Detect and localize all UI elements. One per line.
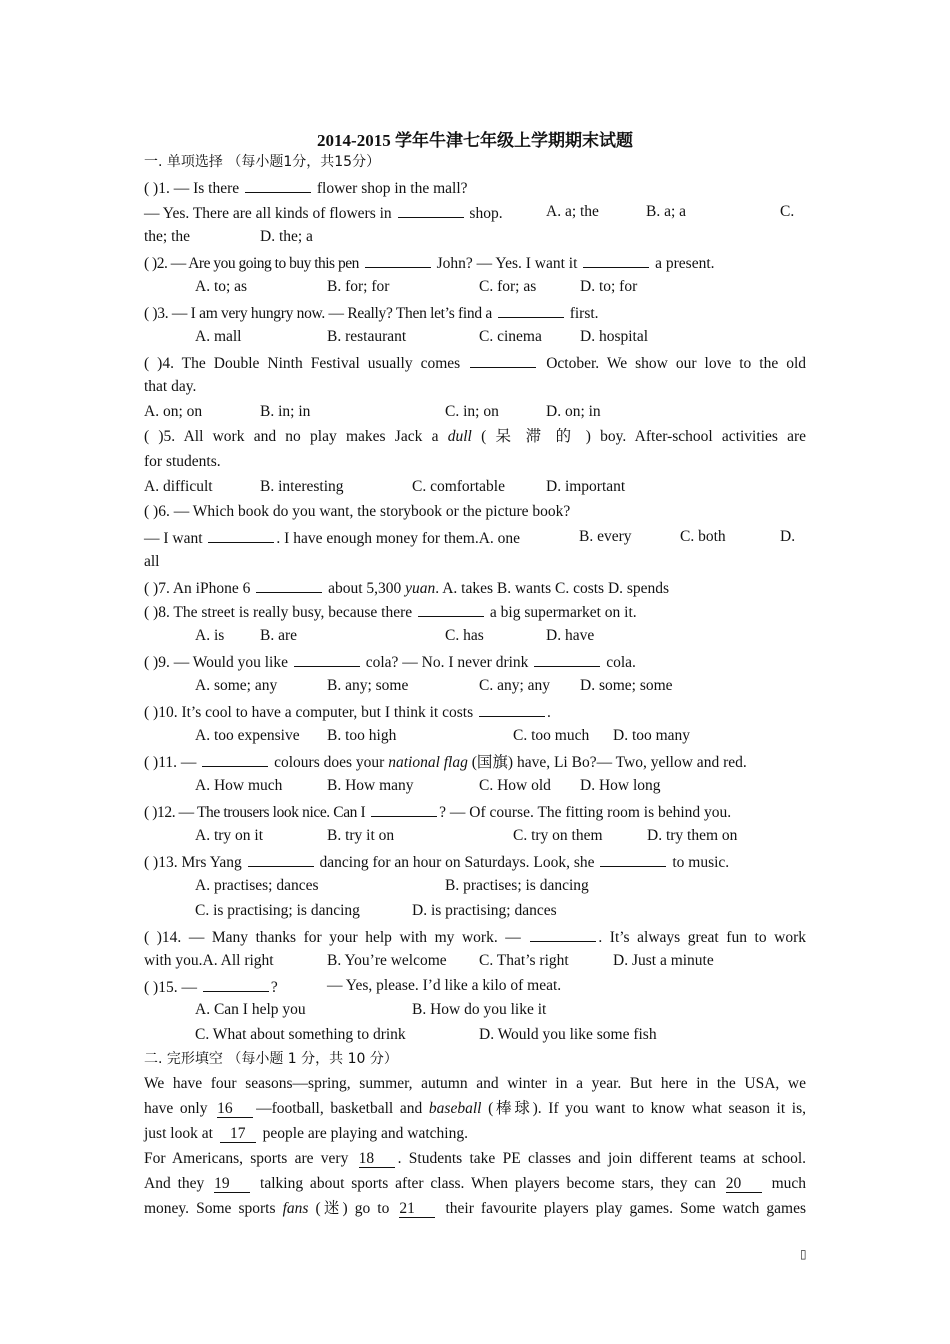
question-9: ( )9. — Would you like cola? — No. I never drink cola. (144, 651, 636, 673)
answer-blank (202, 751, 268, 767)
option: A. on; on (144, 403, 203, 420)
question-15-reply: — Yes, please. I’d like a kilo of meat. (327, 977, 562, 994)
option: C. try on them (513, 827, 603, 844)
question-4: ( )4. The Double Ninth Festival usually comes October. We show our love to the old (144, 352, 806, 374)
option: B. are (260, 627, 298, 644)
option: D. How long (580, 777, 661, 794)
option: A. How much (195, 777, 283, 794)
answer-blank (498, 302, 564, 318)
passage-line: money. Some sports fans (迷) go to 21 their favourite players play games. Some watch games (144, 1200, 807, 1217)
answer-blank (530, 926, 596, 942)
option: D. important (546, 478, 626, 495)
option: B. restaurant (327, 328, 407, 345)
question-11: ( )11. — colours does your national flag (国旗) have, Li Bo?— Two, yellow and red. (144, 751, 747, 773)
option: D. have (546, 627, 595, 644)
cloze-blank: 21 (399, 1200, 435, 1218)
answer-blank (294, 651, 360, 667)
option: C. is practising; is dancing (195, 902, 360, 919)
passage-line: have only 16 —football, basketball and baseball (棒球). If you want to know what season it is, (144, 1100, 807, 1117)
option: C. for; as (479, 278, 537, 295)
passage-line: And they 19 talking about sports after class. When players become stars, they can 20 much (144, 1175, 807, 1192)
passage-line: For Americans, sports are very 18 . Students take PE classes and join different teams at school. (144, 1150, 807, 1167)
answer-blank (245, 177, 311, 193)
option: A. to; as (195, 278, 248, 295)
option: B. interesting (260, 478, 344, 495)
question-3: ( )3. — I am very hungry now. — Really? Then let’s find a first. (144, 302, 599, 324)
option: D. some; some (580, 677, 673, 694)
question-14: ( )14. — Many thanks for your help with my work. — . It’s always great fun to work (144, 926, 806, 948)
question-5-line-2: for students. (144, 453, 221, 470)
answer-blank (534, 651, 600, 667)
option: B. practises; is dancing (445, 877, 589, 894)
option: B. too high (327, 727, 397, 744)
option: A. a; the (546, 203, 599, 220)
option: D. try them on (647, 827, 738, 844)
answer-blank (365, 252, 431, 268)
option: B. every (579, 528, 632, 545)
option: D. to; for (580, 278, 638, 295)
option: C. both (680, 528, 726, 545)
passage-line: We have four seasons—spring, summer, autumn and winter in a year. But here in the USA, we (144, 1075, 806, 1092)
question-6-line-2: — I want . I have enough money for them.A. one (144, 527, 520, 549)
option: C. (780, 203, 795, 220)
option: C. What about something to drink (195, 1026, 406, 1043)
answer-blank (248, 851, 314, 867)
option: D. Would you like some fish (479, 1026, 657, 1043)
option: A. practises; dances (195, 877, 319, 894)
question-5: ( )5. All work and no play makes Jack a dull ( 呆 滞 的 ) boy. After-school activities are (144, 428, 807, 445)
question-6: ( )6. — Which book do you want, the storybook or the picture book? (144, 503, 571, 520)
option: A. some; any (195, 677, 278, 694)
option: D. the; a (260, 228, 313, 245)
option: D. too many (613, 727, 691, 744)
option: B. How many (327, 777, 414, 794)
option: C. too much (513, 727, 590, 744)
question-15: ( )15. — ? (144, 976, 278, 998)
question-14-line-2: with you.A. All right (144, 952, 274, 969)
question-12: ( )12. — The trousers look nice. Can I ? — Of course. The fitting room is behind you. (144, 801, 731, 823)
answer-blank (470, 352, 536, 368)
answer-blank (256, 577, 322, 593)
question-7: ( )7. An iPhone 6 about 5,300 yuan. A. takes B. wants C. costs D. spends (144, 577, 669, 599)
option: A. is (195, 627, 225, 644)
option: A. too expensive (195, 727, 300, 744)
option: D. on; in (546, 403, 601, 420)
question-1-line-2: — Yes. There are all kinds of flowers in shop. (144, 202, 503, 224)
option: D. Just a minute (613, 952, 714, 969)
option: C. cinema (479, 328, 542, 345)
answer-blank (398, 202, 464, 218)
option: B. for; for (327, 278, 390, 295)
option: D. is practising; dances (412, 902, 557, 919)
cloze-blank: 17 (220, 1125, 256, 1143)
page-title: 2014-2015 学年牛津七年级上学期期末试题 (317, 131, 633, 150)
answer-blank (208, 527, 274, 543)
answer-blank (371, 801, 437, 817)
option: C. That’s right (479, 952, 569, 969)
answer-blank (479, 701, 545, 717)
section-2-heading: 二. 完形填空 （每小题 1 分，共 10 分） (144, 1051, 398, 1067)
question-4-line-2: that day. (144, 378, 197, 395)
answer-blank (583, 252, 649, 268)
option: C. has (445, 627, 484, 644)
option: A. difficult (144, 478, 213, 495)
question-10: ( )10. It’s cool to have a computer, but I think it costs . (144, 701, 551, 723)
option: C. How old (479, 777, 551, 794)
page-number: ▯ (800, 1247, 807, 1261)
option: B. in; in (260, 403, 311, 420)
question-13: ( )13. Mrs Yang dancing for an hour on Saturdays. Look, she to music. (144, 851, 729, 873)
question-8: ( )8. The street is really busy, because there a big supermarket on it. (144, 601, 637, 623)
cloze-blank: 16 (217, 1100, 253, 1118)
question-1: ( )1. — Is there flower shop in the mall? (144, 177, 468, 199)
option: A. Can I help you (195, 1001, 306, 1018)
option: B. try it on (327, 827, 395, 844)
passage-line: just look at 17 people are playing and watching. (144, 1125, 468, 1142)
option: C. in; on (445, 403, 499, 420)
option: B. a; a (646, 203, 687, 220)
cloze-blank: 20 (726, 1175, 762, 1193)
question-2: ( )2. — Are you going to buy this pen John? — Yes. I want it a present. (144, 252, 715, 274)
option: C. any; any (479, 677, 551, 694)
answer-blank (203, 976, 269, 992)
option: C. comfortable (412, 478, 505, 495)
option: all (144, 553, 160, 570)
cloze-blank: 19 (214, 1175, 250, 1193)
answer-blank (600, 851, 666, 867)
option: D. hospital (580, 328, 649, 345)
option: D. (780, 528, 796, 545)
section-1-heading: 一. 单项选择 （每小题1分，共15分） (144, 154, 381, 170)
option: A. try on it (195, 827, 264, 844)
option: B. How do you like it (412, 1001, 547, 1018)
option: B. You’re welcome (327, 952, 447, 969)
answer-blank (418, 601, 484, 617)
option: the; the (144, 228, 191, 245)
cloze-blank: 18 (359, 1150, 395, 1168)
option: A. mall (195, 328, 242, 345)
option: B. any; some (327, 677, 409, 694)
